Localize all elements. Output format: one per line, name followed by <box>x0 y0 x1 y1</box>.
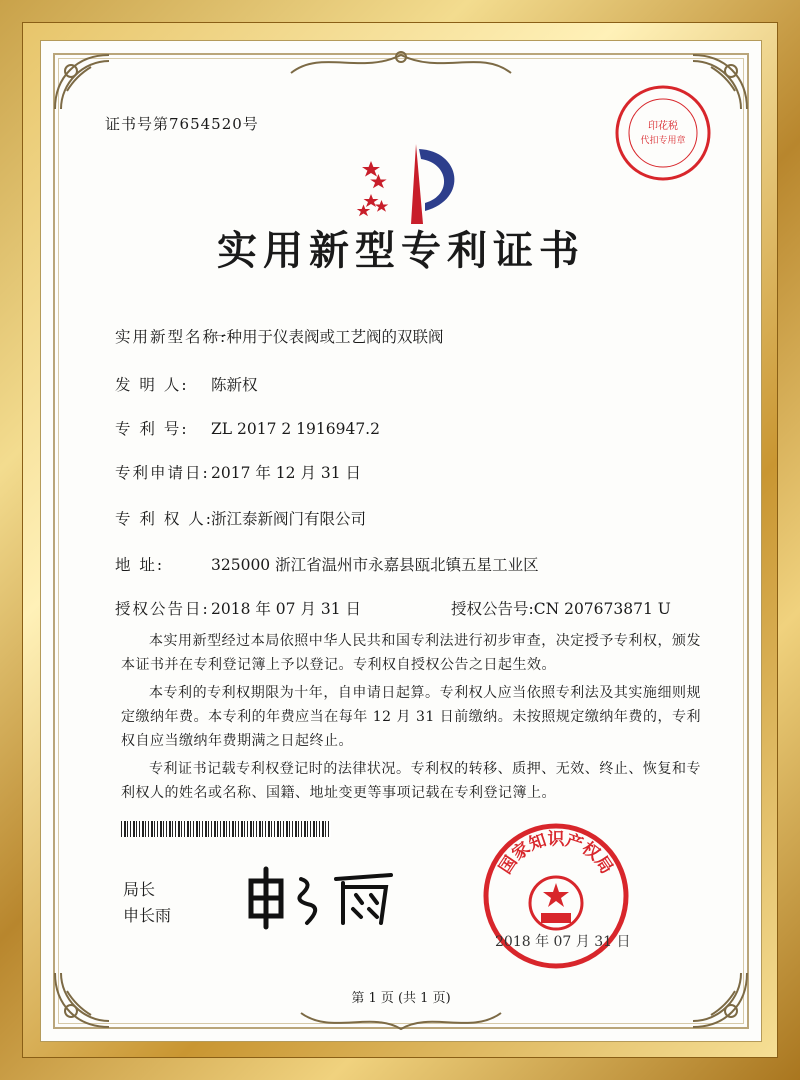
field-label: 授权公告号: <box>451 600 534 618</box>
field-value: CN 207673871 U <box>533 600 671 618</box>
certificate-title: 实用新型专利证书 <box>217 228 585 274</box>
svg-text:印花税: 印花税 <box>648 121 678 132</box>
certificate-number: 证书号第7654520号 <box>105 115 259 133</box>
field-utility-model-name <box>115 325 444 347</box>
field-grant-date <box>115 597 361 619</box>
tax-stamp-seal <box>613 83 713 183</box>
barcode <box>121 821 331 837</box>
corner-ornament-icon <box>47 47 117 117</box>
field-label: 地 址: <box>115 556 165 574</box>
field-inventor <box>115 373 258 395</box>
director-signature <box>241 861 401 931</box>
field-value: 浙江泰新阀门有限公司 <box>211 510 367 528</box>
field-address <box>115 553 539 575</box>
paragraph-legal-status: 专利证书记载专利权登记时的法律状况。专利权的转移、质押、无效、终止、恢复和专利权人的姓名或名称、国籍、地址变更等事项记载在专利登记簿上。 <box>121 761 701 801</box>
director-title: 局长 <box>123 880 156 899</box>
field-value: 325000 浙江省温州市永嘉县瓯北镇五星工业区 <box>211 556 539 574</box>
field-patent-number <box>115 417 380 439</box>
field-label: 授权公告日: <box>115 600 210 618</box>
field-value: 2018 年 07 月 31 日 <box>211 600 362 618</box>
field-label: 发 明 人: <box>115 376 189 394</box>
top-ornament-icon <box>281 45 521 81</box>
svg-text:代扣专用章: 代扣专用章 <box>640 136 686 146</box>
field-value: ZL 2017 2 1916947.2 <box>211 420 380 438</box>
paragraph-grant: 本实用新型经过本局依照中华人民共和国专利法进行初步审查，决定授予专利权，颁发本证书并在专利登记簿上予以登记。专利权自授权公告之日起生效。 <box>121 633 701 673</box>
field-value: 陈新权 <box>211 376 258 394</box>
field-application-date <box>115 461 361 483</box>
field-announcement-number <box>451 597 671 619</box>
field-label: 实用新型名称: <box>115 328 228 346</box>
paragraph-term: 本专利的专利权期限为十年，自申请日起算。专利权人应当依照专利法及其实施细则规定缴纳年费。本专利的年费应当在每年 12 月 31 日前缴纳。未按照规定缴纳年费的，专利权自应当缴纳年费期满之日起终止。 <box>121 685 701 749</box>
page-footer: 第 1 页 (共 1 页) <box>351 991 451 1006</box>
field-value: 2017 年 12 月 31 日 <box>211 464 362 482</box>
field-label: 专利申请日: <box>115 464 210 482</box>
certificate-paper <box>40 40 762 1042</box>
director-block <box>123 877 171 929</box>
svg-text:国家知识产权局: 国家知识产权局 <box>495 829 617 878</box>
field-patentee <box>115 507 366 529</box>
field-value: 一种用于仪表阀或工艺阀的双联阀 <box>211 328 444 346</box>
field-label: 专 利 号: <box>115 420 189 438</box>
director-name: 申长雨 <box>123 906 172 925</box>
seal-date: 2018 年 07 月 31 日 <box>495 934 631 950</box>
bottom-ornament-icon <box>291 1007 511 1037</box>
field-label: 专 利 权 人: <box>115 510 214 528</box>
